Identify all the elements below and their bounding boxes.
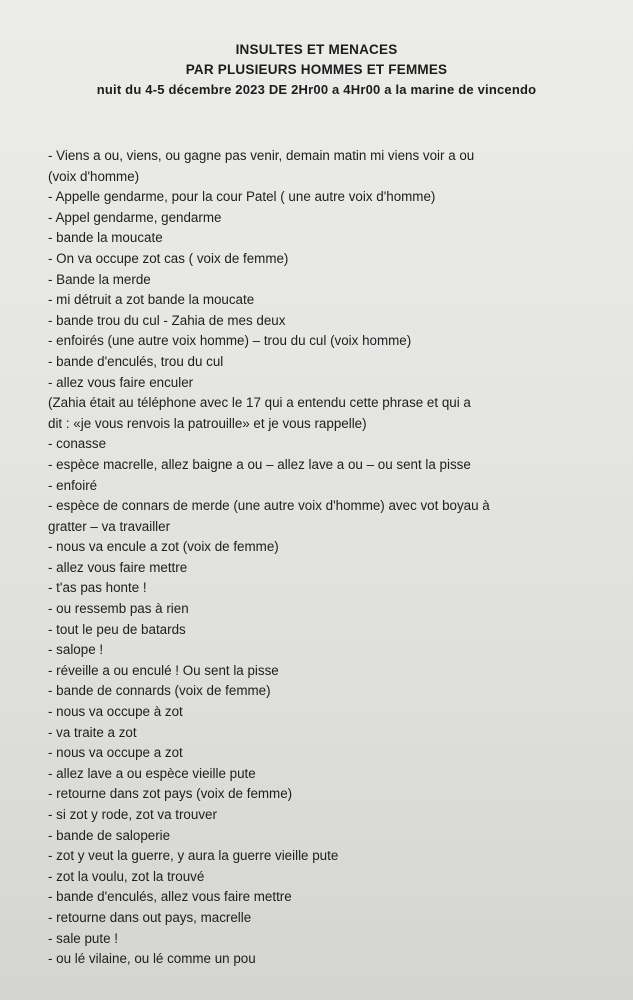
- text-line: - bande d'enculés, trou du cul: [48, 353, 224, 369]
- text-line: - salope !: [48, 642, 104, 658]
- document-subtitle: PAR PLUSIEURS HOMMES ET FEMMES: [185, 62, 448, 77]
- text-line: - mi détruit a zot bande la moucate: [48, 292, 255, 308]
- text-line: - bande d'enculés, allez vous faire mettre: [48, 889, 292, 905]
- text-line: - bande la moucate: [48, 230, 163, 246]
- text-line: - enfoirés (une autre voix homme) – trou du cul (voix homme): [48, 333, 412, 349]
- text-line: - Bande la merde: [48, 271, 151, 287]
- text-line: - zot la voulu, zot la trouvé: [48, 868, 205, 884]
- text-line: - ou lé vilaine, ou lé comme un pou: [48, 951, 256, 967]
- document-body: [48, 146, 620, 970]
- text-line: - t'as pas honte !: [48, 580, 147, 596]
- text-line: - bande de saloperie: [48, 827, 171, 843]
- text-line: - si zot y rode, zot va trouver: [48, 807, 217, 822]
- text-line: - allez vous faire mettre: [48, 559, 188, 575]
- text-line: - allez lave a ou espèce vieille pute: [48, 765, 256, 781]
- text-line: (Zahia était au téléphone avec le 17 qui a entendu cette phrase et qui a: [48, 395, 471, 411]
- text-line: - Viens a ou, viens, ou gagne pas venir, demain matin mi viens voir a ou: [48, 148, 475, 163]
- text-line: - ou ressemb pas à rien: [48, 601, 189, 617]
- text-line: - espèce macrelle, allez baigne a ou – allez lave a ou – ou sent la pisse: [48, 456, 471, 472]
- text-line: (voix d'homme): [48, 168, 140, 184]
- text-line: - Appel gendarme, gendarme: [48, 209, 222, 225]
- text-line: - enfoiré: [48, 477, 98, 493]
- text-line: - retourne dans zot pays (voix de femme): [48, 786, 293, 802]
- text-line: - tout le peu de batards: [48, 621, 186, 637]
- text-line: - sale pute !: [48, 930, 118, 946]
- text-line: gratter – va travailler: [48, 518, 171, 534]
- text-line: - nous va encule a zot (voix de femme): [48, 539, 279, 555]
- document-date-line: nuit du 4-5 décembre 2023 DE 2Hr00 a 4Hr00 a la marine de vincendo: [96, 82, 537, 97]
- document-title: INSULTES ET MENACES: [235, 42, 398, 57]
- document-header: [0, 40, 633, 100]
- text-line: - conasse: [48, 436, 107, 452]
- text-line: - retourne dans out pays, macrelle: [48, 909, 252, 925]
- text-line: - bande trou du cul - Zahia de mes deux: [48, 312, 286, 328]
- text-line: - va traite a zot: [48, 724, 137, 740]
- text-line: - bande de connards (voix de femme): [48, 683, 271, 699]
- text-line: - nous va occupe à zot: [48, 704, 183, 720]
- text-line: - réveille a ou enculé ! Ou sent la pisse: [48, 662, 279, 678]
- text-line: - zot y veut la guerre, y aura la guerre vieille pute: [48, 848, 339, 864]
- text-line: - Appelle gendarme, pour la cour Patel ( une autre voix d'homme): [48, 189, 436, 205]
- text-line: - allez vous faire enculer: [48, 374, 194, 390]
- text-line: - On va occupe zot cas ( voix de femme): [48, 250, 289, 266]
- text-line: - espèce de connars de merde (une autre voix d'homme) avec vot boyau à: [48, 498, 490, 514]
- text-line: dit : «je vous renvois la patrouille» et je vous rappelle): [48, 415, 367, 431]
- text-line: - nous va occupe a zot: [48, 745, 183, 761]
